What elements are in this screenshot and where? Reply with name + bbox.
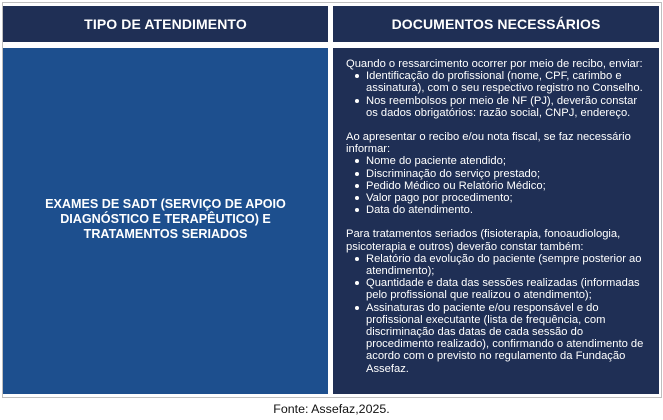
list-item: Identificação do profissional (nome, CPF, carimbo e assinatura), com o seu respectivo registro no Conselho. xyxy=(366,70,649,94)
bullet-list xyxy=(346,155,649,216)
list-item: Relatório da evolução do paciente (sempre posterior ao atendimento); xyxy=(366,253,649,277)
list-item: Nome do paciente atendido; xyxy=(366,155,649,167)
block-intro: Ao apresentar o recibo e/ou nota fiscal, se faz necessário informar: xyxy=(346,131,631,156)
list-item: Valor pago por procedimento; xyxy=(366,192,649,204)
bullet-list xyxy=(346,253,649,375)
required-documents-cell xyxy=(333,48,659,394)
list-item: Assinaturas do paciente e/ou responsável e do profissional executante (lista de frequência, com discriminação das datas de cada sessão do procedimento realizado), confirmando o atendimento de acordo com o previsto no regulamento da Fundação Assefaz. xyxy=(366,302,649,375)
header-documentos-necessarios: DOCUMENTOS NECESSÁRIOS xyxy=(333,6,659,42)
attendance-type-cell xyxy=(3,48,328,394)
bullet-list xyxy=(346,70,649,119)
list-item: Pedido Médico ou Relatório Médico; xyxy=(366,180,649,192)
attendance-type-text: EXAMES DE SADT (SERVIÇO DE APOIO DIAGNÓSTICO E TERAPÊUTICO) E TRATAMENTOS SERIADOS xyxy=(45,196,286,241)
block-intro: Quando o ressarcimento ocorrer por meio de recibo, enviar: xyxy=(346,58,643,70)
list-item: Data do atendimento. xyxy=(366,204,649,216)
header-tipo-de-atendimento: TIPO DE ATENDIMENTO xyxy=(3,6,328,42)
documents-block-seriados xyxy=(346,228,649,374)
documents-block-recibo xyxy=(346,58,649,119)
list-item: Nos reembolsos por meio de NF (PJ), deverão constar os dados obrigatórios: razão social, CNPJ, endereço. xyxy=(366,95,649,119)
documents-block-informar xyxy=(346,131,649,216)
list-item: Quantidade e data das sessões realizadas (informadas pelo profissional que realizou o atendimento); xyxy=(366,277,649,301)
source-caption: Fonte: Assefaz,2025. xyxy=(273,402,390,416)
block-intro: Para tratamentos seriados (fisioterapia, fonoaudiologia, psicoterapia e outros) deverão constar também: xyxy=(346,228,621,253)
list-item: Discriminação do serviço prestado; xyxy=(366,168,649,180)
